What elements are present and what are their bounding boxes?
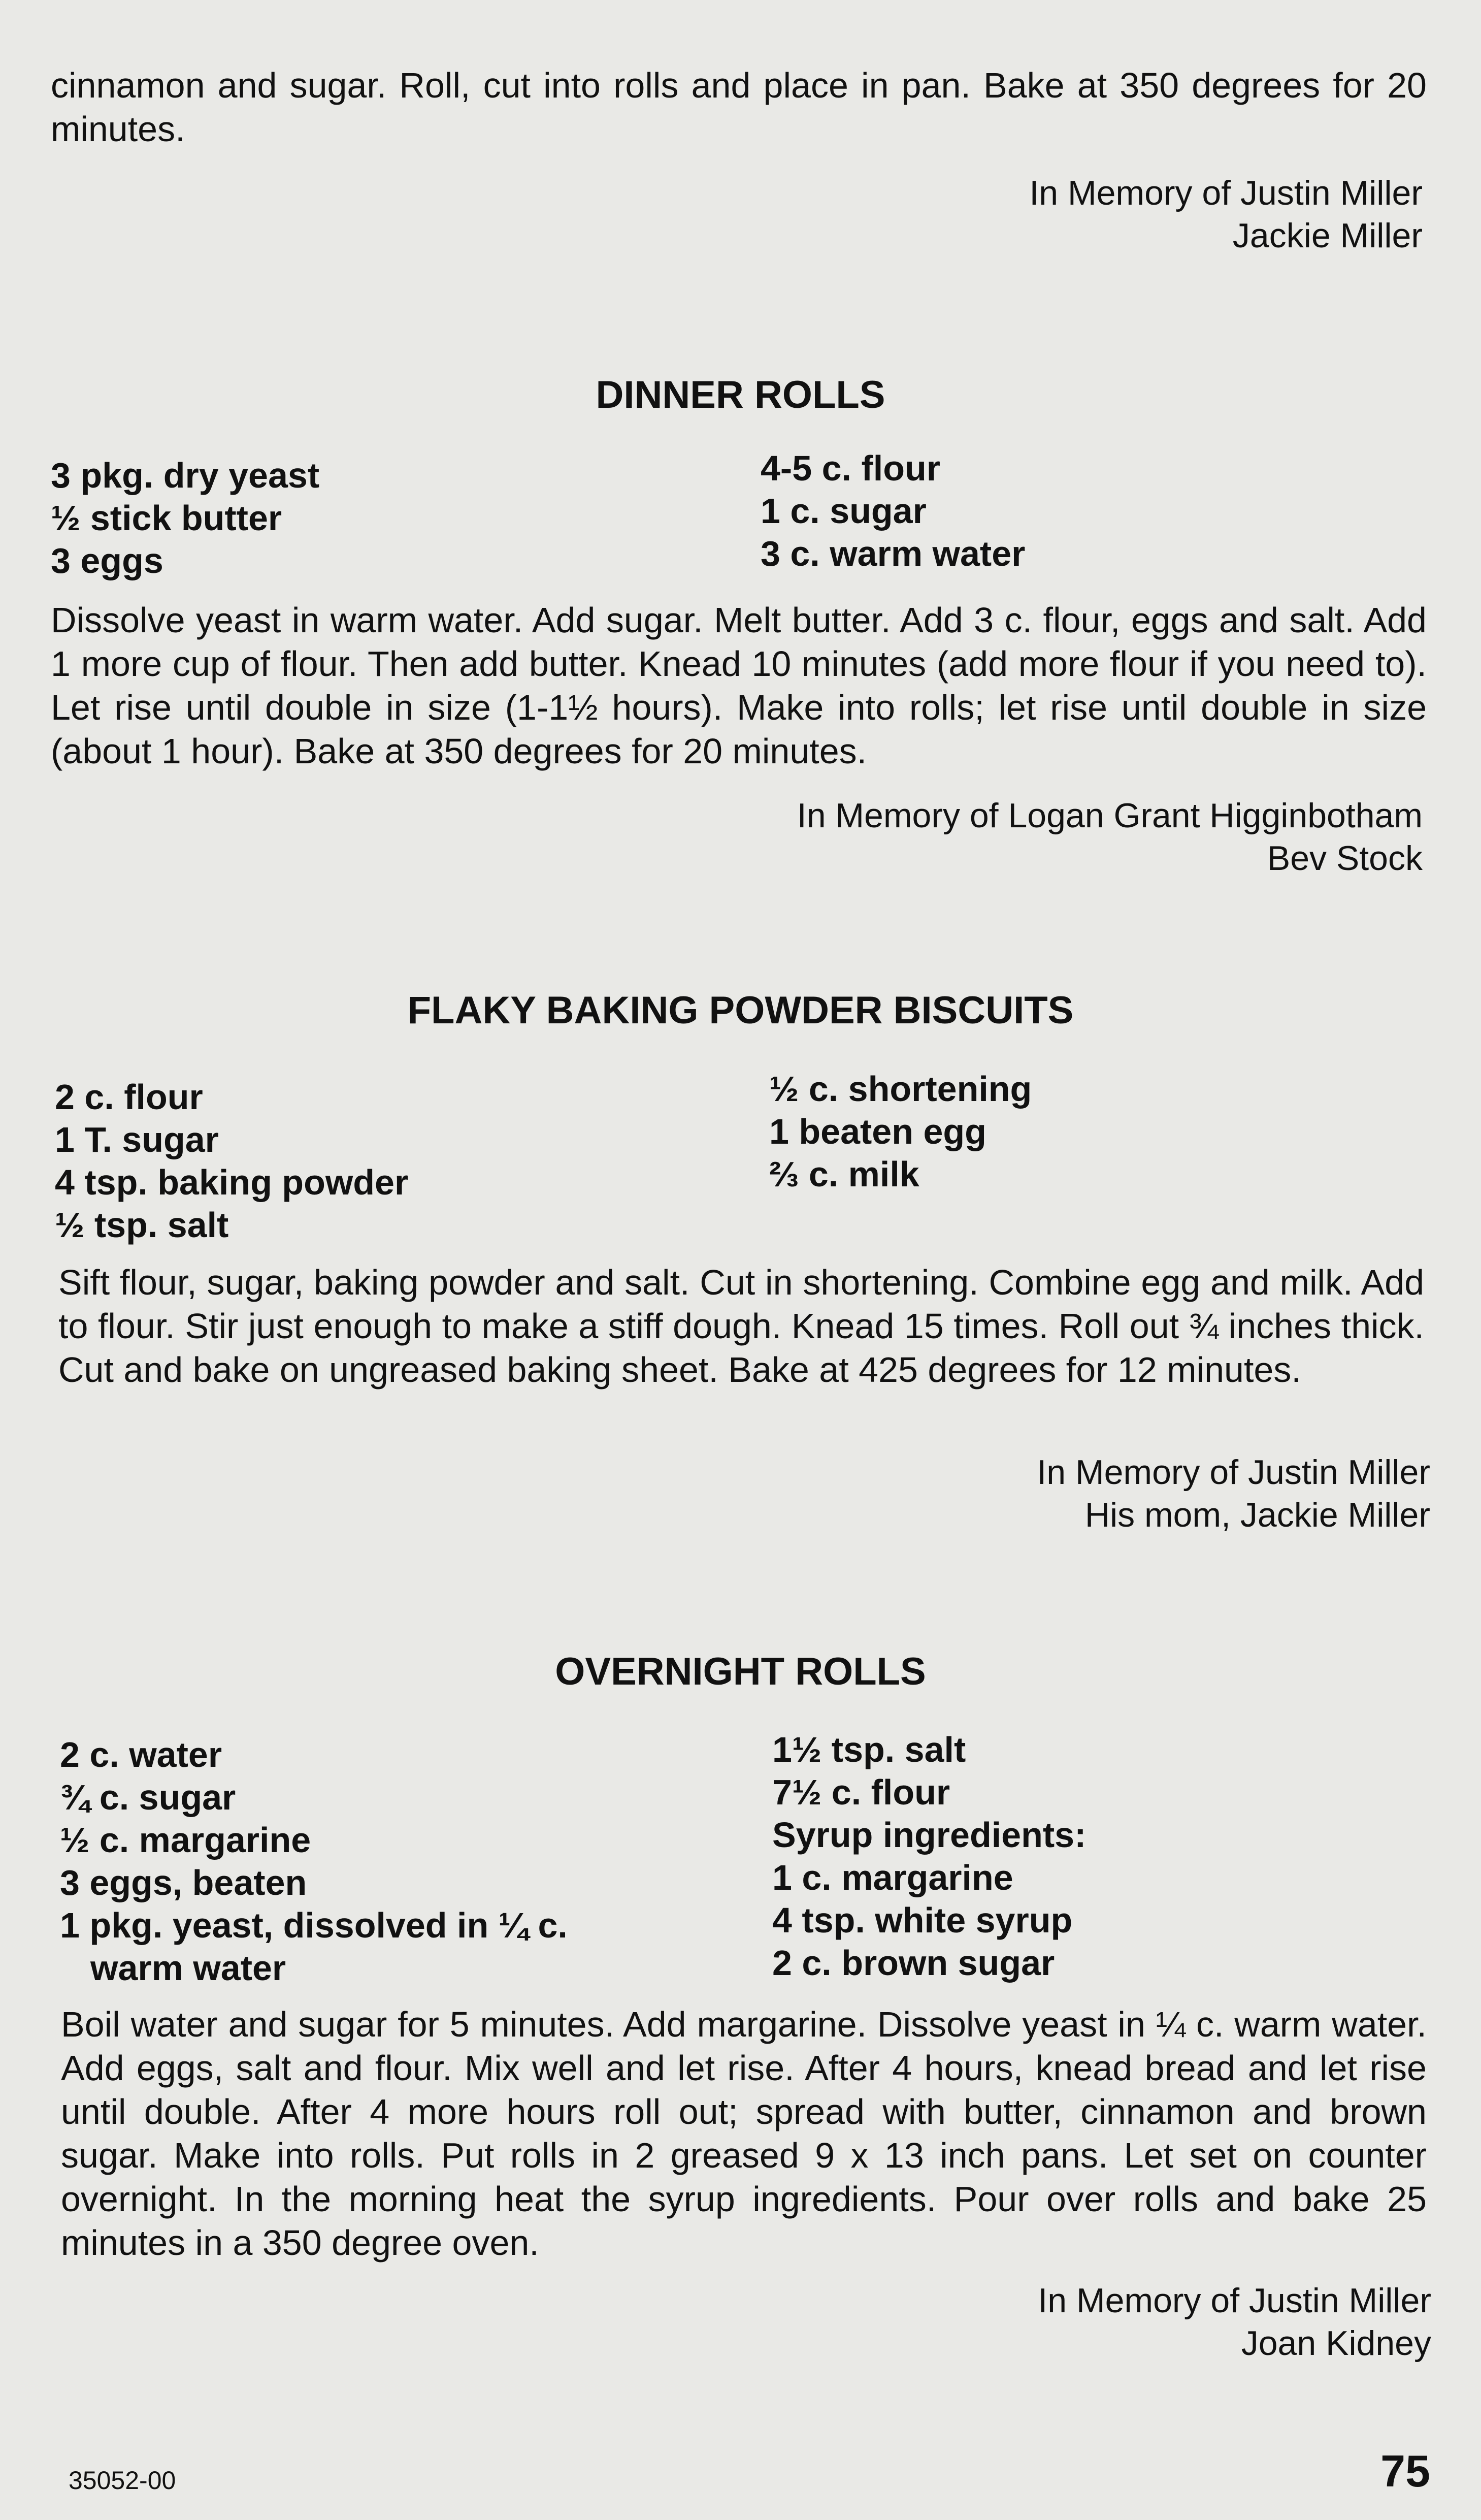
continued-instructions: cinnamon and sugar. Roll, cut into rolls and place in pan. Bake at 350 degrees for 20 minutes. xyxy=(51,66,1427,149)
ingredients-right xyxy=(772,1728,1086,1984)
recipe-instructions: Boil water and sugar for 5 minutes. Add margarine. Dissolve yeast in ¼ c. warm water. Add eggs, salt and flour. Mix well and let rise. After 4 hours, knead bread and let rise until double. After 4 more hours roll out; spread with butter, cinnamon and brown sugar. Make into rolls. Put rolls in 2 greased 9 x 13 inch pans. Let set on counter overnight. In the morning heat the syrup ingredients. Pour over rolls and bake 25 minutes in a 350 degree oven. xyxy=(61,2005,1427,2263)
ingredients-left xyxy=(60,1733,568,1989)
recipe-instructions: Sift flour, sugar, baking powder and salt. Cut in shortening. Combine egg and milk. Add to flour. Stir just enough to make a stiff dough. Knead 15 times. Roll out ¾ inches thick. Cut and bake on ungreased baking sheet. Bake at 425 degrees for 12 minutes. xyxy=(58,1263,1424,1390)
ingredients-left xyxy=(55,1076,408,1246)
credit-author: Bev Stock xyxy=(1267,839,1423,878)
ingredient: ½ stick butter xyxy=(51,498,282,538)
ingredient: ½ c. margarine xyxy=(60,1820,311,1860)
ingredient: ¾ c. sugar xyxy=(60,1778,236,1817)
recipe-credit xyxy=(1037,1451,1430,1536)
ingredient: 2 c. water xyxy=(60,1735,222,1774)
credit-author: His mom, Jackie Miller xyxy=(1084,1496,1430,1534)
ingredient: 2 c. flour xyxy=(55,1077,203,1117)
ingredient: ⅔ c. milk xyxy=(769,1154,919,1194)
continued-credit xyxy=(1029,172,1423,257)
ingredient: 3 pkg. dry yeast xyxy=(51,456,320,495)
credit-memorial: In Memory of Justin Miller xyxy=(1029,174,1423,212)
page-number: 75 xyxy=(1380,2446,1430,2496)
recipe-title: DINNER ROLLS xyxy=(596,373,885,416)
recipe-instructions: Dissolve yeast in warm water. Add sugar. Melt butter. Add 3 c. flour, eggs and salt. Add 1 more cup of flour. Then add butter. Knead 10 minutes (add more flour if you need to). Let rise until double in size (1-1½ hours). Make into rolls; let rise until double in size (about 1 hour). Bake at 350 degrees for 20 minutes. xyxy=(51,600,1427,771)
ingredients-right xyxy=(761,447,1025,575)
ingredient: 4-5 c. flour xyxy=(761,448,940,488)
ingredient: 1 c. sugar xyxy=(761,491,927,531)
credit-author: Jackie Miller xyxy=(1232,216,1423,255)
ingredient: 3 eggs, beaten xyxy=(60,1863,307,1902)
ingredient: 4 tsp. baking powder xyxy=(55,1162,409,1202)
credit-memorial: In Memory of Justin Miller xyxy=(1038,2281,1431,2320)
ingredient: 1 T. sugar xyxy=(55,1120,219,1159)
ingredients-right xyxy=(769,1068,1032,1196)
ingredient: 2 c. brown sugar xyxy=(772,1943,1055,1983)
ingredient: 1½ tsp. salt xyxy=(772,1730,966,1769)
ingredient: warm water xyxy=(90,1948,286,1988)
syrup-heading: Syrup ingredients: xyxy=(772,1815,1087,1855)
recipe-credit xyxy=(1038,2279,1431,2365)
ingredient: 1 beaten egg xyxy=(769,1112,986,1151)
recipe-credit xyxy=(797,794,1423,880)
ingredient: ½ tsp. salt xyxy=(55,1205,229,1245)
credit-memorial: In Memory of Logan Grant Higginbotham xyxy=(797,796,1423,835)
credit-author: Joan Kidney xyxy=(1241,2324,1431,2363)
ingredient: 3 c. warm water xyxy=(761,534,1026,573)
ingredients-left xyxy=(51,454,319,582)
recipe-title: OVERNIGHT ROLLS xyxy=(555,1650,926,1693)
recipe-title: FLAKY BAKING POWDER BISCUITS xyxy=(407,989,1074,1032)
ingredient: 1 pkg. yeast, dissolved in ¼ c. xyxy=(60,1905,568,1945)
credit-memorial: In Memory of Justin Miller xyxy=(1037,1453,1430,1492)
ingredient: 1 c. margarine xyxy=(772,1858,1013,1897)
ingredient: 7½ c. flour xyxy=(772,1772,950,1812)
book-code: 35052-00 xyxy=(69,2466,176,2495)
ingredient: 4 tsp. white syrup xyxy=(772,1900,1073,1940)
ingredient: 3 eggs xyxy=(51,541,163,580)
ingredient: ½ c. shortening xyxy=(769,1069,1032,1109)
